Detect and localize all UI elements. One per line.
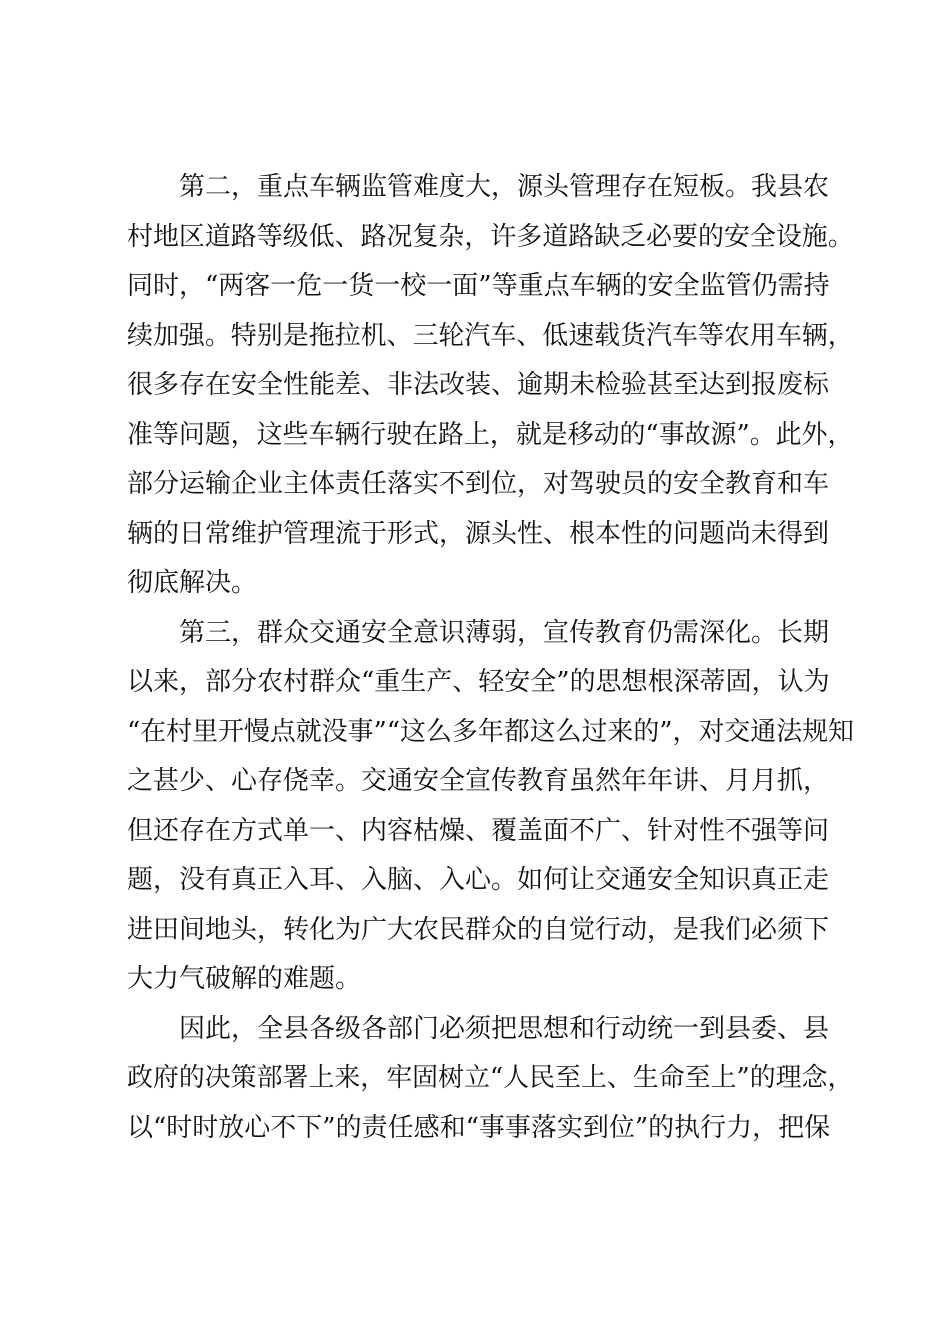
text-line: 村地区道路等级低、路况复杂，许多道路缺乏必要的安全设施。 — [127, 221, 854, 252]
text-line: 以“时时放心不下”的责任感和“事事落实到位”的执行力，把保 — [127, 1112, 831, 1143]
paragraph-3 — [127, 609, 854, 1005]
text-line: 以来，部分农村群众“重生产、轻安全”的思想根深蒂固，认为 — [127, 667, 830, 697]
text-line: 政府的决策部署上来，牢固树立“人民至上、生命至上”的理念， — [127, 1063, 854, 1093]
text-line: 大力气破解的难题。 — [127, 964, 362, 994]
text-line: 彻底解决。 — [127, 568, 258, 598]
text-line: 题，没有真正入耳、入脑、入心。如何让交通安全知识真正走 — [127, 865, 830, 895]
text-line: 辆的日常维护管理流于形式，源头性、根本性的问题尚未得到 — [127, 518, 830, 549]
text-line: 之甚少、心存侥幸。交通安全宣传教育虽然年年讲、月月抓， — [127, 766, 830, 796]
text-line: 续加强。特别是拖拉机、三轮汽车、低速载货汽车等农用车辆， — [127, 320, 854, 351]
paragraph-4 — [127, 1005, 854, 1154]
paragraph-2 — [127, 163, 854, 609]
text-line: 第二，重点车辆监管难度大，源头管理存在短板。我县农 — [179, 172, 830, 202]
text-line: “在村里开慢点就没事”“这么多年都这么过来的”，对交通法规知 — [127, 716, 854, 747]
text-line: 进田间地头，转化为广大农民群众的自觉行动，是我们必须下 — [127, 914, 830, 945]
text-line: 因此，全县各级各部门必须把思想和行动统一到县委、县 — [179, 1013, 830, 1044]
text-line: 但还存在方式单一、内容枯燥、覆盖面不广、针对性不强等问 — [127, 815, 830, 846]
document-body — [127, 163, 854, 1153]
text-line: 部分运输企业主体责任落实不到位，对驾驶员的安全教育和车 — [127, 469, 830, 499]
text-line: 准等问题，这些车辆行驶在路上，就是移动的“事故源”。此外， — [127, 419, 854, 450]
text-line: 第三，群众交通安全意识薄弱，宣传教育仍需深化。长期 — [179, 617, 830, 648]
text-line: 同时，“两客一危一货一校一面”等重点车辆的安全监管仍需持 — [127, 271, 830, 301]
text-line: 很多存在安全性能差、非法改装、逾期未检验甚至达到报废标 — [127, 370, 830, 400]
